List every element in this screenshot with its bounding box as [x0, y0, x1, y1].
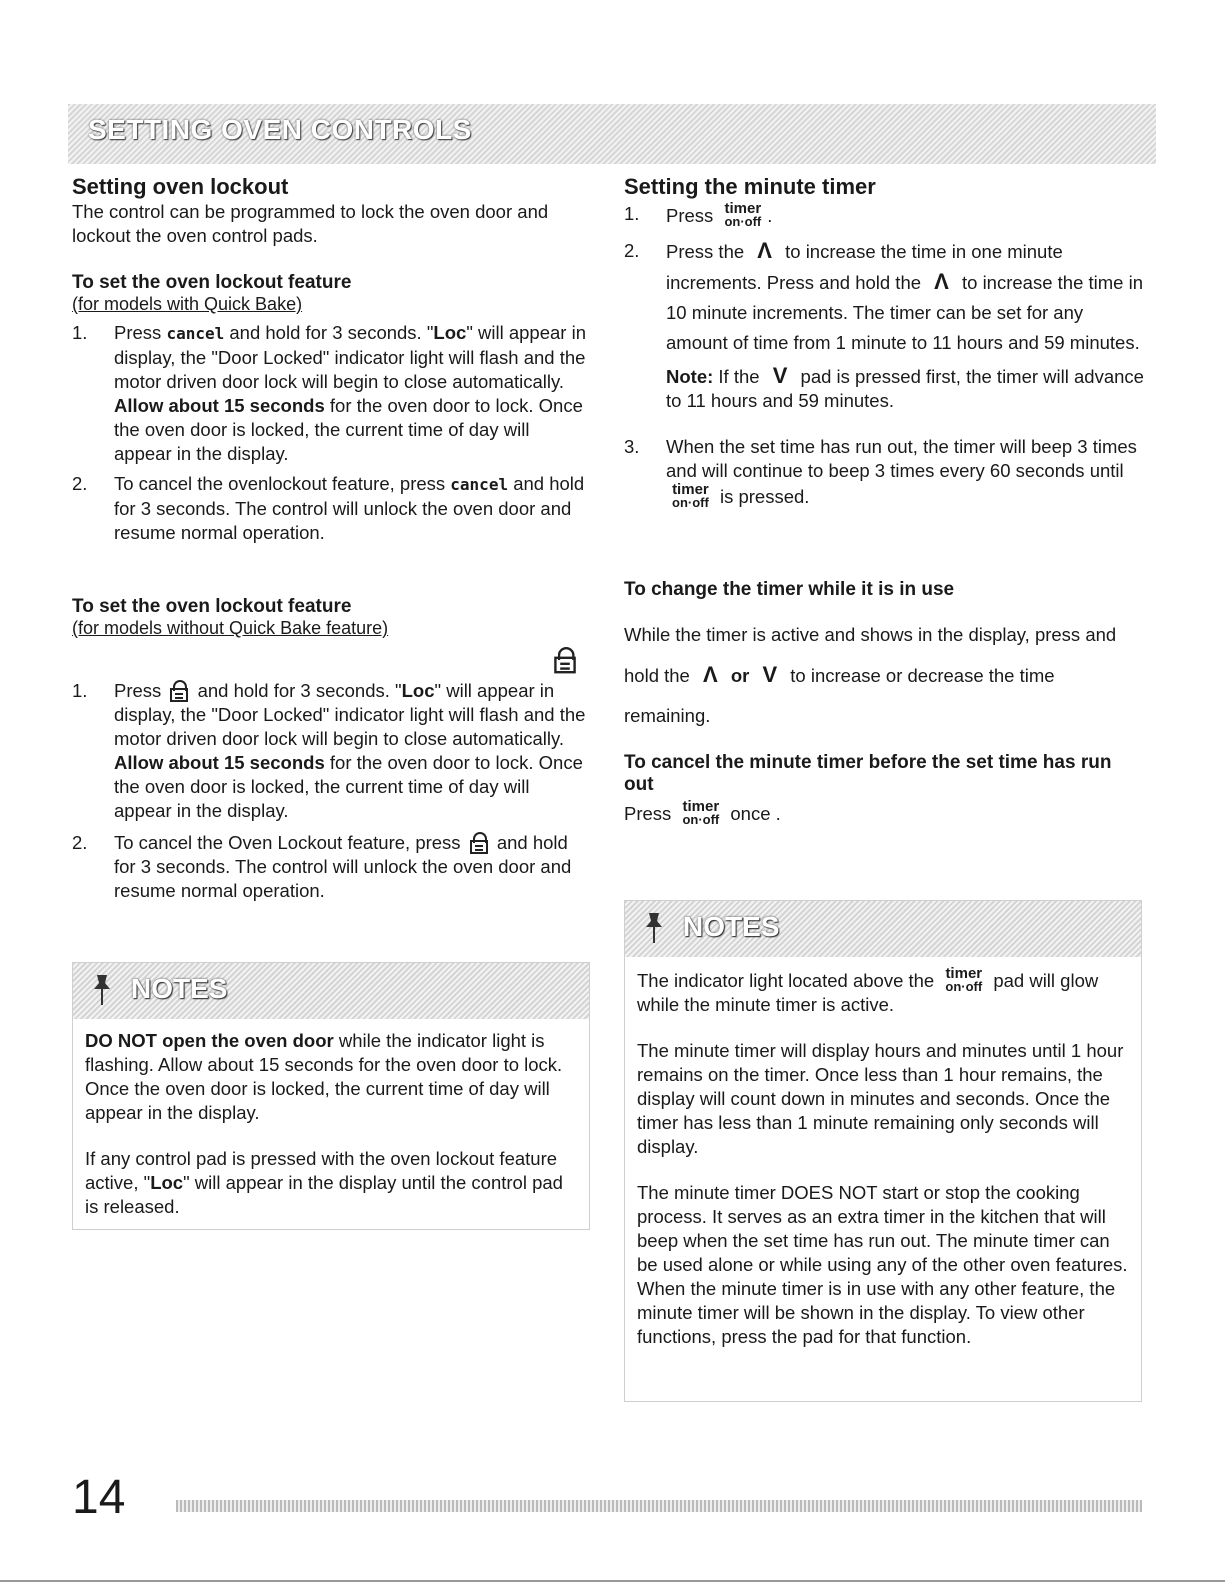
notes-paragraph: The minute timer will display hours and minutes until 1 hour remains on the timer. Once less than 1 hour remains, the display will count down in minutes and seconds. Once the timer has less than 1 minute remaining only seconds will display.: [637, 1040, 1124, 1157]
notes-header: [625, 901, 1141, 957]
page-edge-line: [0, 1580, 1225, 1582]
lock-icon: [470, 832, 488, 852]
change-heading: To change the timer while it is in use: [624, 579, 955, 600]
list-item: 1. Press cancel and hold for 3 seconds. "Loc" will appear in display, the "Door Locked" indicator light will flash and the motor driven door lock will begin to close automatically. Allow about 15 seconds for the oven door to lock. Once the oven door is locked, the current time of day will appear in the display.: [72, 322, 586, 464]
timer-note: Note: If the V pad is pressed first, the timer will advance to 11 hours and 59 minutes.: [666, 363, 1144, 411]
list-item: 3. When the set time has run out, the timer will beep 3 times and will continue to beep 3 times every 60 seconds until timer on·off is pressed.: [624, 436, 1137, 510]
up-arrow-icon: Λ: [702, 662, 718, 687]
notes-paragraph: The minute timer DOES NOT start or stop the cooking process. It serves as an extra timer in the kitchen that will beep when the set time has run out. The minute timer can be used alone or while using any of the other oven features. When the minute timer is in use with any other feature, the minute timer will be shown in the display. To view other functions, press the pad for that function.: [637, 1182, 1128, 1347]
notes-paragraph: The indicator light located above the timer on·off pad will glow while the minute timer is active.: [637, 965, 1099, 1015]
cancel-heading: To cancel the minute timer before the set time has run out: [624, 752, 1112, 795]
footer-rule: [176, 1500, 1142, 1512]
page-number: 14: [72, 1471, 126, 1524]
timer-key-label: timer on·off: [682, 798, 720, 827]
timer-section: [624, 174, 1144, 826]
down-arrow-icon: V: [772, 363, 788, 388]
notes-paragraph: If any control pad is pressed with the oven lockout feature active, "Loc" will appear in the display until the control pad is released.: [85, 1148, 563, 1217]
lockout-intro: The control can be programmed to lock the oven door and lockout the oven control pads.: [72, 201, 549, 246]
list-item: 2. Press the Λ to increase the time in one minute increments. Press and hold the Λ to increase the time in 10 minute increments. The timer can be set for any amount of time from 1 minute to 11 hours and 59 minutes. Note: If the V pad is pressed first, the timer will advance to 11 hours and 59 minutes.: [624, 238, 1144, 411]
qb-subheading: (for models with Quick Bake): [72, 294, 303, 314]
notes-header: [73, 963, 589, 1019]
cancel-text: Press timer on·off once .: [624, 798, 781, 827]
list-item: 2. To cancel the Oven Lockout feature, press and hold for 3 seconds. The control will unlock the oven door and resume normal operation.: [72, 832, 572, 901]
timer-key-label: timer on·off: [724, 200, 762, 229]
lock-icon: [170, 680, 188, 700]
timer-steps: [624, 202, 1144, 509]
list-item: 1. Press timer on·off .: [624, 200, 773, 229]
notes-box-right: [624, 900, 1142, 1402]
timer-title: Setting the minute timer: [624, 174, 876, 199]
pushpin-icon: [91, 973, 113, 1007]
qb-heading: To set the oven lockout feature: [72, 272, 352, 293]
down-arrow-icon: V: [762, 662, 778, 687]
notes-title: NOTES: [683, 911, 780, 942]
up-arrow-icon: Λ: [934, 269, 949, 294]
list-item: 1. Press and hold for 3 seconds. "Loc" will appear in display, the "Door Locked" indicator light will flash and the motor driven door lock will begin to close automatically. Allow about 15 seconds for the oven door to lock. Once the oven door is locked, the current time of day will appear in the display.: [72, 680, 586, 821]
timer-key-label: timer on·off: [672, 481, 709, 510]
up-arrow-icon: Λ: [757, 238, 772, 263]
notes-paragraph: DO NOT open the oven door while the indicator light is flashing. Allow about 15 seconds for the oven door to lock. Once the oven door is locked, the current time of day will appear in the display.: [85, 1030, 563, 1123]
section-banner: [68, 104, 1156, 164]
notes-box-left: [72, 962, 590, 1230]
timer-key-label: timer on·off: [945, 965, 983, 994]
page-title: SETTING OVEN CONTROLS: [88, 114, 472, 145]
nqb-heading: To set the oven lockout feature: [72, 596, 352, 617]
cancel-key-label: cancel: [450, 475, 509, 494]
cancel-key-label: cancel: [166, 324, 225, 343]
change-text: While the timer is active and shows in the display, press and hold the Λ or V to increase or decrease the time remaining.: [624, 624, 1117, 726]
notes-title: NOTES: [131, 973, 228, 1004]
nqb-steps: [72, 679, 592, 903]
lockout-no-qb-section: [72, 596, 592, 903]
qb-steps: [72, 321, 592, 545]
lockout-title: Setting oven lockout: [72, 174, 289, 199]
lockout-section: [72, 174, 592, 545]
lock-icon: [554, 647, 576, 671]
nqb-subheading: (for models without Quick Bake feature): [72, 618, 389, 638]
pushpin-icon: [643, 911, 665, 945]
list-item: 2. To cancel the ovenlockout feature, press cancel and hold for 3 seconds. The control will unlock the oven door and resume normal operation.: [72, 473, 585, 543]
